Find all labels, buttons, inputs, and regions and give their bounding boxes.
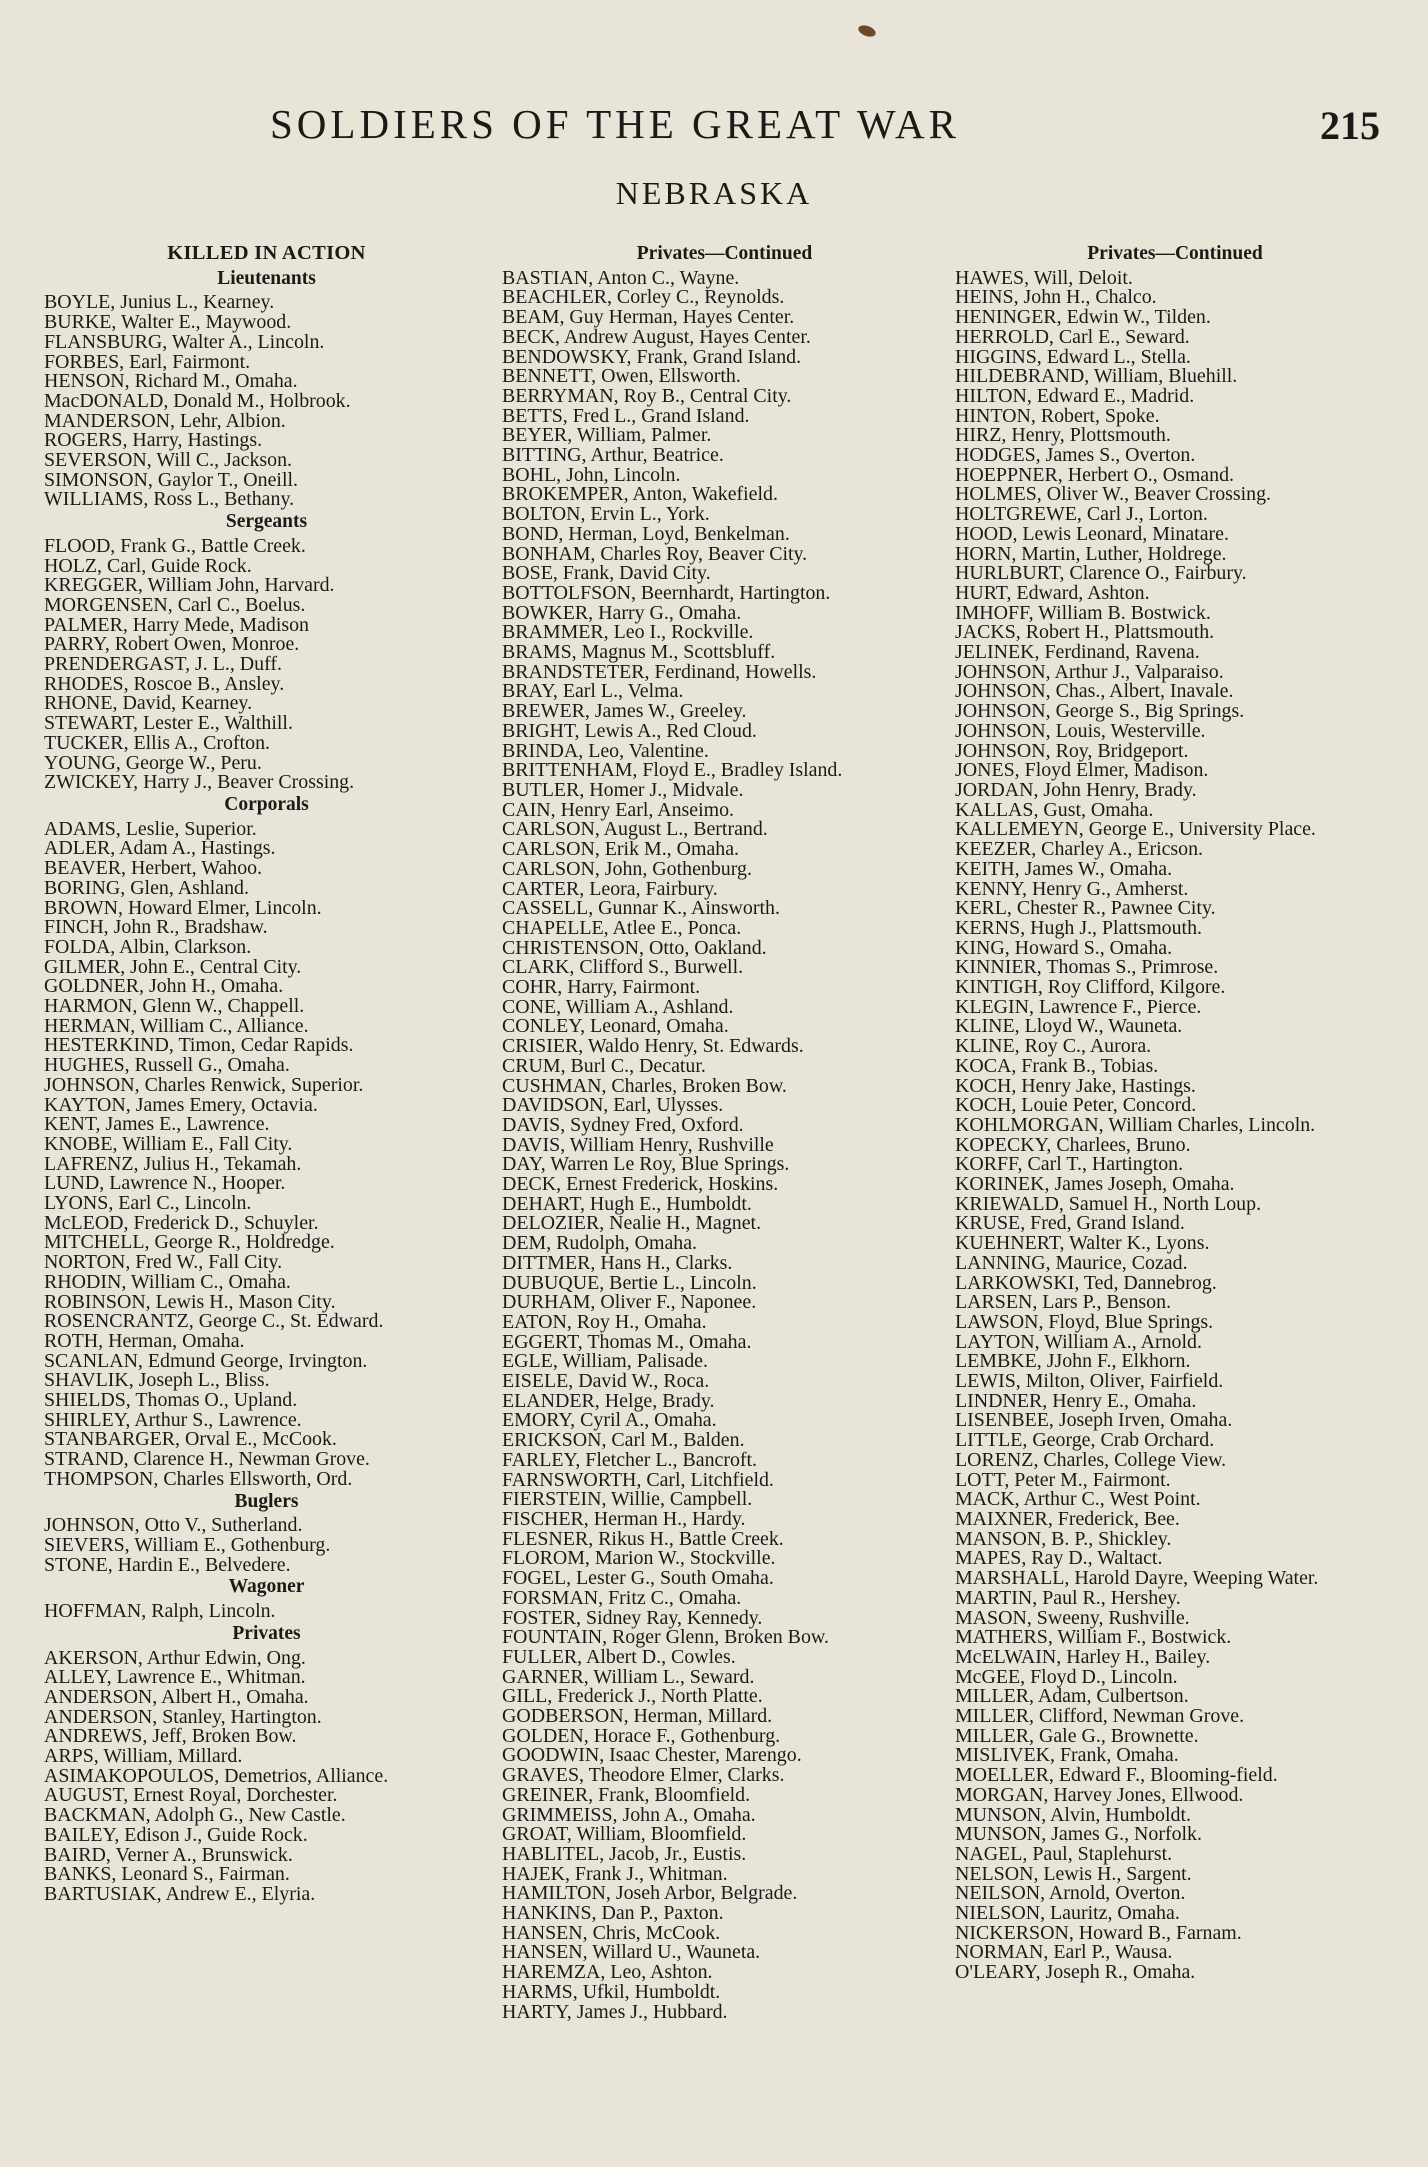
casualty-entry: ANDERSON, Albert H., Omaha. [44, 1685, 309, 1708]
casualty-entry: LEWIS, Milton, Oliver, Fairfield. [955, 1370, 1224, 1393]
casualty-entry: NORTON, Fred W., Fall City. [44, 1251, 283, 1274]
casualty-entry: HANSEN, Chris, McCook. [502, 1921, 721, 1944]
casualty-entry: HURT, Edward, Ashton. [955, 581, 1150, 604]
casualty-entry: BENNETT, Owen, Ellsworth. [502, 365, 741, 388]
casualty-entry: HORN, Martin, Luther, Holdrege. [955, 542, 1227, 565]
casualty-entry: CARLSON, August L., Bertrand. [502, 818, 768, 841]
casualty-entry: BREWER, James W., Greeley. [502, 700, 747, 723]
casualty-entry: JONES, Floyd Elmer, Madison. [955, 759, 1209, 782]
casualty-entry: PARRY, Robert Owen, Monroe. [44, 633, 300, 656]
casualty-entry: BORING, Glen, Ashland. [44, 876, 249, 899]
casualty-entry: HARMON, Glenn W., Chappell. [44, 995, 305, 1018]
casualty-entry: KOCA, Frank B., Tobias. [955, 1054, 1159, 1077]
casualty-entry: McGEE, Floyd D., Lincoln. [955, 1665, 1178, 1688]
casualty-entry: GARNER, William L., Seward. [502, 1665, 755, 1688]
casualty-entry: FOUNTAIN, Roger Glenn, Broken Bow. [502, 1626, 829, 1649]
casualty-entry: HANKINS, Dan P., Paxton. [502, 1902, 724, 1925]
casualty-entry: KERNS, Hugh J., Plattsmouth. [955, 916, 1203, 939]
casualty-entry: GILMER, John E., Central City. [44, 955, 302, 978]
casualty-entry: FULLER, Albert D., Cowles. [502, 1645, 736, 1668]
casualty-entry: DEM, Rudolph, Omaha. [502, 1232, 698, 1255]
casualty-entry: AUGUST, Ernest Royal, Dorchester. [44, 1784, 338, 1807]
casualty-entry: CRUM, Burl C., Decatur. [502, 1054, 706, 1077]
casualty-entry: HOLZ, Carl, Guide Rock. [44, 554, 252, 577]
casualty-entry: KING, Howard S., Omaha. [955, 936, 1173, 959]
casualty-entry: GREINER, Frank, Bloomfield. [502, 1783, 751, 1806]
casualty-entry: BEAM, Guy Herman, Hayes Center. [502, 306, 795, 329]
casualty-entry: KINTIGH, Roy Clifford, Kilgore. [955, 976, 1226, 999]
casualty-entry: BRAMS, Magnus M., Scottsbluff. [502, 641, 776, 664]
casualty-entry: BOND, Herman, Loyd, Benkelman. [502, 522, 790, 545]
casualty-entry: DAVIDSON, Earl, Ulysses. [502, 1094, 724, 1117]
casualty-entry: HERMAN, William C., Alliance. [44, 1014, 309, 1037]
casualty-entry: KOHLMORGAN, William Charles, Lincoln. [955, 1113, 1316, 1136]
page-header [0, 100, 1428, 150]
casualty-entry: FOLDA, Albin, Clarkson. [44, 935, 252, 958]
casualty-entry: BOTTOLFSON, Beernhardt, Hartington. [502, 581, 831, 604]
casualty-entry: HENSON, Richard M., Omaha. [44, 370, 298, 393]
page-number: 215 [1320, 103, 1380, 148]
casualty-entry: SIEVERS, William E., Gothenburg. [44, 1534, 331, 1556]
casualty-entry: LANNING, Maurice, Cozad. [955, 1251, 1188, 1274]
casualty-entry: BRITTENHAM, Floyd E., Bradley Island. [502, 759, 843, 782]
casualty-entry: FLOOD, Frank G., Battle Creek. [44, 534, 306, 557]
casualty-entry: MITCHELL, George R., Holdredge. [44, 1231, 335, 1254]
casualty-entry: TUCKER, Ellis A., Crofton. [44, 731, 270, 754]
casualty-entry: HARMS, Ufkil, Humboldt. [502, 1980, 721, 2003]
casualty-entry: STEWART, Lester E., Walthill. [44, 712, 293, 735]
casualty-entry: ROBINSON, Lewis H., Mason City. [44, 1290, 336, 1313]
casualty-entry: CARLSON, John, Gothenburg. [502, 857, 752, 880]
casualty-entry: KENNY, Henry G., Amherst. [955, 877, 1189, 900]
casualty-entry: ADLER, Adam A., Hastings. [44, 837, 276, 860]
casualty-entry: BRINDA, Leo, Valentine. [502, 739, 709, 762]
state-heading: NEBRASKA [615, 175, 813, 211]
casualty-entry: KEEZER, Charley A., Ericson. [955, 838, 1204, 861]
casualty-entry: KLEGIN, Lawrence F., Pierce. [955, 995, 1202, 1018]
casualty-entry: JOHNSON, Roy, Bridgeport. [955, 739, 1189, 762]
casualty-entry: BITTING, Arthur, Beatrice. [502, 444, 724, 467]
section-heading: Privates [232, 1622, 301, 1644]
casualty-entry: NELSON, Lewis H., Sargent. [955, 1862, 1192, 1885]
page-title: SOLDIERS OF THE GREAT WAR [270, 101, 961, 147]
casualty-entry: EGGERT, Thomas M., Omaha. [502, 1330, 752, 1353]
casualty-entry: LISENBEE, Joseph Irven, Omaha. [955, 1409, 1233, 1432]
casualty-entry: MILLER, Clifford, Newman Grove. [955, 1705, 1245, 1728]
column-3 [955, 242, 1395, 1983]
casualty-entry: HURLBURT, Clarence O., Fairbury. [955, 562, 1247, 585]
section-heading: Corporals [224, 793, 309, 815]
casualty-entry: O'LEARY, Joseph R., Omaha. [955, 1961, 1196, 1984]
casualty-entry: BOYLE, Junius L., Kearney. [44, 291, 275, 314]
casualty-entry: MUNSON, James G., Norfolk. [955, 1823, 1202, 1846]
casualty-entry: HUGHES, Russell G., Omaha. [44, 1054, 290, 1077]
ink-blot [857, 23, 877, 39]
casualty-entry: DUBUQUE, Bertie L., Lincoln. [502, 1271, 757, 1294]
casualty-entry: LEMBKE, JJohn F., Elkhorn. [955, 1350, 1191, 1373]
casualty-entry: FIERSTEIN, Willie, Campbell. [502, 1488, 753, 1511]
casualty-entry: MILLER, Gale G., Brownette. [955, 1724, 1199, 1747]
casualty-entry: DELOZIER, Nealie H., Magnet. [502, 1212, 762, 1235]
casualty-entry: MORGENSEN, Carl C., Boelus. [44, 593, 306, 616]
casualty-entry: WILLIAMS, Ross L., Bethany. [44, 488, 295, 511]
casualty-entry: GILL, Frederick J., North Platte. [502, 1685, 763, 1708]
casualty-entry: KREGGER, William John, Harvard. [44, 574, 335, 597]
casualty-entry: BRAMMER, Leo I., Rockville. [502, 621, 754, 644]
casualty-entry: BEAVER, Herbert, Wahoo. [44, 857, 263, 880]
casualty-entry: BRAY, Earl L., Velma. [502, 680, 684, 703]
casualty-entry: KUEHNERT, Walter K., Lyons. [955, 1232, 1210, 1255]
casualty-entry: JACKS, Robert H., Plattsmouth. [955, 621, 1215, 644]
casualty-entry: RHONE, David, Kearney. [44, 692, 253, 715]
casualty-entry: FLOROM, Marion W., Stockville. [502, 1547, 776, 1570]
casualty-entry: GOODWIN, Isaac Chester, Marengo. [502, 1744, 802, 1767]
casualty-entry: MAIXNER, Frederick, Bee. [955, 1508, 1180, 1530]
casualty-entry: STRAND, Clarence H., Newman Grove. [44, 1448, 370, 1471]
casualty-entry: KOCH, Louie Peter, Concord. [955, 1094, 1197, 1117]
casualty-entry: SEVERSON, Will C., Jackson. [44, 449, 293, 472]
casualty-entry: CONE, William A., Ashland. [502, 995, 734, 1018]
casualty-entry: LARSEN, Lars P., Benson. [955, 1291, 1172, 1314]
casualty-entry: DITTMER, Hans H., Clarks. [502, 1251, 733, 1274]
casualty-entry: LUND, Lawrence N., Hooper. [44, 1172, 286, 1195]
casualty-entry: PALMER, Harry Mede, Madison [44, 613, 310, 636]
casualty-entry: ANDREWS, Jeff, Broken Bow. [44, 1725, 297, 1748]
casualty-entry: BEYER, William, Palmer. [502, 424, 712, 447]
casualty-entry: BONHAM, Charles Roy, Beaver City. [502, 542, 808, 565]
casualty-entry: ALLEY, Lawrence E., Whitman. [44, 1666, 306, 1689]
casualty-entry: HIGGINS, Edward L., Stella. [955, 345, 1191, 368]
casualty-entry: CLARK, Clifford S., Burwell. [502, 956, 744, 979]
casualty-entry: BRANDSTETER, Ferdinand, Howells. [502, 660, 817, 683]
casualty-entry: NEILSON, Arnold, Overton. [955, 1882, 1186, 1905]
casualty-entry: CASSELL, Gunnar K., Ainsworth. [502, 897, 780, 920]
casualty-entry: CHAPELLE, Atlee E., Ponca. [502, 916, 742, 939]
casualty-entry: JOHNSON, Arthur J., Valparaiso. [955, 660, 1224, 683]
casualty-entry: AKERSON, Arthur Edwin, Ong. [44, 1646, 306, 1669]
casualty-entry: HEINS, John H., Chalco. [955, 286, 1157, 309]
casualty-entry: MANSON, B. P., Shickley. [955, 1527, 1172, 1550]
casualty-entry: DAY, Warren Le Roy, Blue Springs. [502, 1153, 790, 1176]
casualty-entry: HODGES, James S., Overton. [955, 444, 1196, 467]
casualty-entry: JOHNSON, Louis, Westerville. [955, 719, 1206, 742]
casualty-entry: LITTLE, George, Crab Orchard. [955, 1429, 1215, 1452]
casualty-entry: BRIGHT, Lewis A., Red Cloud. [502, 719, 757, 742]
casualty-entry: EGLE, William, Palisade. [502, 1350, 708, 1373]
casualty-entry: BECK, Andrew August, Hayes Center. [502, 325, 811, 348]
casualty-entry: ZWICKEY, Harry J., Beaver Crossing. [44, 771, 355, 794]
casualty-entry: MISLIVEK, Frank, Omaha. [955, 1744, 1179, 1767]
casualty-entry: CARTER, Leora, Fairbury. [502, 877, 718, 900]
casualty-entry: ELANDER, Helge, Brady. [502, 1389, 715, 1412]
casualty-entry: KAYTON, James Emery, Octavia. [44, 1093, 318, 1116]
casualty-entry: KORINEK, James Joseph, Omaha. [955, 1173, 1235, 1196]
casualty-entry: FARNSWORTH, Carl, Litchfield. [502, 1468, 774, 1491]
casualty-entry: BURKE, Walter E., Maywood. [44, 311, 292, 334]
section-heading: Lieutenants [217, 267, 316, 289]
casualty-entry: HOLMES, Oliver W., Beaver Crossing. [955, 483, 1272, 506]
casualty-entry: HOOD, Lewis Leonard, Minatare. [955, 522, 1229, 545]
casualty-entry: KINNIER, Thomas S., Primrose. [955, 956, 1219, 979]
casualty-entry: MARTIN, Paul R., Hershey. [955, 1586, 1181, 1609]
column-2 [502, 242, 947, 2022]
casualty-entry: BARTUSIAK, Andrew E., Elyria. [44, 1882, 316, 1905]
casualty-entry: MOELLER, Edward F., Blooming-field. [955, 1764, 1278, 1787]
casualty-entry: JOHNSON, Otto V., Sutherland. [44, 1514, 303, 1537]
casualty-entry: MacDONALD, Donald M., Holbrook. [44, 389, 351, 412]
casualty-entry: ROTH, Herman, Omaha. [44, 1329, 245, 1352]
casualty-entry: COHR, Harry, Fairmont. [502, 976, 701, 999]
casualty-entry: MANDERSON, Lehr, Albion. [44, 409, 286, 432]
casualty-entry: SHIELDS, Thomas O., Upland. [44, 1389, 298, 1412]
casualty-entry: MUNSON, Alvin, Humboldt. [955, 1803, 1191, 1826]
casualty-entry: McELWAIN, Harley H., Bailey. [955, 1645, 1211, 1668]
casualty-entry: EATON, Roy H., Omaha. [502, 1310, 707, 1333]
casualty-entry: DAVIS, William Henry, Rushville [502, 1133, 774, 1156]
casualty-entry: JOHNSON, Charles Renwick, Superior. [44, 1073, 364, 1096]
casualty-entry: FINCH, John R., Bradshaw. [44, 916, 268, 939]
casualty-entry: RHODES, Roscoe B., Ansley. [44, 672, 285, 695]
casualty-entry: GRAVES, Theodore Elmer, Clarks. [502, 1764, 785, 1787]
casualty-entry: THOMPSON, Charles Ellsworth, Ord. [44, 1467, 353, 1490]
casualty-entry: PRENDERGAST, J. L., Duff. [44, 653, 282, 676]
casualty-entry: HAMILTON, Joseh Arbor, Belgrade. [502, 1882, 798, 1905]
casualty-entry: CHRISTENSON, Otto, Oakland. [502, 936, 767, 959]
casualty-entry: BUTLER, Homer J., Midvale. [502, 778, 744, 801]
casualty-entry: KLINE, Roy C., Aurora. [955, 1035, 1152, 1058]
section-heading: Privates—Continued [636, 243, 813, 264]
casualty-entry: BROWN, Howard Elmer, Lincoln. [44, 896, 322, 919]
casualty-entry: HAWES, Will, Deloit. [955, 266, 1133, 289]
casualty-entry: GOLDNER, John H., Omaha. [44, 975, 284, 998]
casualty-entry: BERRYMAN, Roy B., Central City. [502, 384, 792, 407]
casualty-entry: BASTIAN, Anton C., Wayne. [502, 266, 740, 289]
casualty-entry: HIRZ, Henry, Plottsmouth. [955, 424, 1171, 447]
casualty-entry: MARSHALL, Harold Dayre, Weeping Water. [955, 1567, 1319, 1590]
casualty-entry: HOLTGREWE, Carl J., Lorton. [955, 503, 1208, 526]
casualty-entry: ERICKSON, Carl M., Balden. [502, 1429, 745, 1452]
casualty-entry: HERROLD, Carl E., Seward. [955, 325, 1190, 348]
casualty-entry: HAJEK, Frank J., Whitman. [502, 1862, 728, 1885]
column-1 [44, 242, 489, 1905]
casualty-entry: LARKOWSKI, Ted, Dannebrog. [955, 1271, 1217, 1294]
casualty-entry: KRUSE, Fred, Grand Island. [955, 1212, 1185, 1235]
casualty-entry: KALLAS, Gust, Omaha. [955, 798, 1154, 821]
casualty-entry: MACK, Arthur C., West Point. [955, 1488, 1201, 1511]
casualty-entry: LAFRENZ, Julius H., Tekamah. [44, 1152, 302, 1175]
casualty-entry: JOHNSON, George S., Big Springs. [955, 700, 1245, 723]
casualty-entry: KEITH, James W., Omaha. [955, 857, 1173, 880]
casualty-entry: ADAMS, Leslie, Superior. [44, 817, 257, 840]
casualty-entry: HOFFMAN, Ralph, Lincoln. [44, 1600, 276, 1623]
casualty-entry: KALLEMEYN, George E., University Place. [955, 818, 1316, 841]
casualty-entry: CONLEY, Leonard, Omaha. [502, 1015, 729, 1038]
casualty-entry: RHODIN, William C., Omaha. [44, 1270, 291, 1293]
casualty-entry: LAYTON, William A., Arnold. [955, 1330, 1202, 1353]
casualty-entry: EMORY, Cyril A., Omaha. [502, 1409, 717, 1432]
casualty-entry: DURHAM, Oliver F., Naponee. [502, 1291, 757, 1314]
casualty-entry: BENDOWSKY, Frank, Grand Island. [502, 345, 802, 368]
casualty-entry: SHIRLEY, Arthur S., Lawrence. [44, 1408, 302, 1431]
casualty-entry: FOSTER, Sidney Ray, Kennedy. [502, 1606, 763, 1629]
casualty-entry: ANDERSON, Stanley, Hartington. [44, 1705, 322, 1728]
casualty-entry: FARLEY, Fletcher L., Bancroft. [502, 1448, 758, 1471]
casualty-entry: BACKMAN, Adolph G., New Castle. [44, 1804, 346, 1827]
casualty-entry: MATHERS, William F., Bostwick. [955, 1626, 1232, 1649]
casualty-entry: BROKEMPER, Anton, Wakefield. [502, 483, 778, 506]
casualty-entry: MILLER, Adam, Culbertson. [955, 1685, 1189, 1708]
casualty-entry: ASIMAKOPOULOS, Demetrios, Alliance. [44, 1764, 389, 1787]
casualty-entry: MORGAN, Harvey Jones, Ellwood. [955, 1783, 1244, 1806]
casualty-entry: GROAT, William, Bloomfield. [502, 1823, 747, 1846]
casualty-entry: KORFF, Carl T., Hartington. [955, 1153, 1184, 1176]
casualty-entry: BOHL, John, Lincoln. [502, 463, 681, 486]
casualty-entry: BEACHLER, Corley C., Reynolds. [502, 286, 785, 309]
casualty-entry: STANBARGER, Orval E., McCook. [44, 1428, 337, 1451]
casualty-entry: FLESNER, Rikus H., Battle Creek. [502, 1527, 784, 1550]
casualty-entry: FORBES, Earl, Fairmont. [44, 350, 251, 373]
casualty-entry: ROGERS, Harry, Hastings. [44, 429, 263, 452]
casualty-entry: KOCH, Henry Jake, Hastings. [955, 1074, 1196, 1097]
casualty-entry: ARPS, William, Millard. [44, 1745, 243, 1768]
section-heading: Wagoner [228, 1576, 305, 1598]
casualty-entry: HABLITEL, Jacob, Jr., Eustis. [502, 1842, 747, 1865]
casualty-entry: ROSENCRANTZ, George C., St. Edward. [44, 1310, 384, 1333]
casualty-entry: GOLDEN, Horace F., Gothenburg. [502, 1724, 781, 1747]
casualty-entry: GODBERSON, Herman, Millard. [502, 1705, 773, 1728]
casualty-entry: FISCHER, Herman H., Hardy. [502, 1508, 746, 1530]
casualty-entry: LAWSON, Floyd, Blue Springs. [955, 1310, 1214, 1333]
casualty-entry: CARLSON, Erik M., Omaha. [502, 838, 740, 861]
section-heading: Buglers [234, 1490, 299, 1512]
casualty-entry: JELINEK, Ferdinand, Ravena. [955, 641, 1200, 664]
casualty-entry: STONE, Hardin E., Belvedere. [44, 1553, 291, 1576]
casualty-entry: HOEPPNER, Herbert O., Osmand. [955, 463, 1234, 486]
casualty-entry: BOSE, Frank, David City. [502, 562, 711, 585]
casualty-entry: LORENZ, Charles, College View. [955, 1448, 1227, 1471]
casualty-entry: HENINGER, Edwin W., Tilden. [955, 306, 1211, 329]
casualty-entry: KNOBE, William E., Fall City. [44, 1132, 293, 1155]
casualty-entry: YOUNG, George W., Peru. [44, 751, 262, 774]
casualty-entry: KLINE, Lloyd W., Wauneta. [955, 1015, 1183, 1038]
casualty-entry: FLANSBURG, Walter A., Lincoln. [44, 330, 325, 353]
casualty-entry: BETTS, Fred L., Grand Island. [502, 404, 750, 427]
casualty-entry: HESTERKIND, Timon, Cedar Rapids. [44, 1034, 354, 1057]
casualty-entry: KOPECKY, Charlees, Bruno. [955, 1133, 1191, 1156]
casualty-entry: LYONS, Earl C., Lincoln. [44, 1192, 252, 1215]
casualty-entry: KRIEWALD, Samuel H., North Loup. [955, 1192, 1262, 1215]
section-heading: Sergeants [225, 511, 308, 533]
casualty-entry: KENT, James E., Lawrence. [44, 1113, 270, 1136]
casualty-entry: NAGEL, Paul, Staplehurst. [955, 1842, 1173, 1865]
casualty-entry: DECK, Ernest Frederick, Hoskins. [502, 1173, 779, 1196]
casualty-entry: FOGEL, Lester G., South Omaha. [502, 1567, 774, 1590]
casualty-entry: BANKS, Leonard S., Fairman. [44, 1863, 290, 1886]
casualty-entry: HINTON, Robert, Spoke. [955, 404, 1160, 427]
casualty-entry: NICKERSON, Howard B., Farnam. [955, 1921, 1242, 1944]
casualty-entry: LOTT, Peter M., Fairmont. [955, 1468, 1171, 1491]
casualty-entry: HILDEBRAND, William, Bluehill. [955, 365, 1238, 388]
casualty-entry: BAILEY, Edison J., Guide Rock. [44, 1823, 308, 1846]
casualty-entry: BOLTON, Ervin L., York. [502, 503, 710, 526]
section-heading: Privates—Continued [1087, 243, 1263, 264]
casualty-entry: MASON, Sweeny, Rushville. [955, 1606, 1190, 1629]
casualty-entry: LINDNER, Henry E., Omaha. [955, 1389, 1197, 1412]
casualty-entry: MAPES, Ray D., Waltact. [955, 1547, 1163, 1570]
casualty-entry: McLEOD, Frederick D., Schuyler. [44, 1211, 319, 1234]
casualty-entry: BAIRD, Verner A., Brunswick. [44, 1843, 293, 1866]
casualty-entry: IMHOFF, William B. Bostwick. [955, 601, 1211, 624]
casualty-entry: CUSHMAN, Charles, Broken Bow. [502, 1074, 787, 1097]
casualty-entry: JOHNSON, Chas., Albert, Inavale. [955, 680, 1234, 703]
section-heading: KILLED IN ACTION [167, 242, 366, 264]
casualty-entry: CAIN, Henry Earl, Anseimo. [502, 798, 735, 821]
casualty-entry: NORMAN, Earl P., Wausa. [955, 1941, 1173, 1964]
casualty-entry: NIELSON, Lauritz, Omaha. [955, 1902, 1180, 1925]
casualty-entry: HARTY, James J., Hubbard. [502, 2000, 728, 2023]
casualty-entry: GRIMMEISS, John A., Omaha. [502, 1803, 756, 1826]
casualty-entry: SIMONSON, Gaylor T., Oneill. [44, 468, 298, 491]
casualty-entry: FORSMAN, Fritz C., Omaha. [502, 1586, 742, 1609]
casualty-entry: DAVIS, Sydney Fred, Oxford. [502, 1113, 744, 1136]
casualty-entry: HANSEN, Willard U., Wauneta. [502, 1941, 761, 1964]
casualty-entry: EISELE, David W., Roca. [502, 1370, 710, 1393]
casualty-entry: SCANLAN, Edmund George, Irvington. [44, 1349, 368, 1372]
casualty-entry: KERL, Chester R., Pawnee City. [955, 897, 1216, 920]
casualty-entry: JORDAN, John Henry, Brady. [955, 778, 1197, 801]
casualty-entry: HILTON, Edward E., Madrid. [955, 384, 1195, 407]
casualty-entry: HAREMZA, Leo, Ashton. [502, 1961, 713, 1984]
casualty-entry: BOWKER, Harry G., Omaha. [502, 601, 742, 624]
casualty-entry: SHAVLIK, Joseph L., Bliss. [44, 1369, 270, 1392]
casualty-entry: DEHART, Hugh E., Humboldt. [502, 1192, 752, 1215]
casualty-entry: CRISIER, Waldo Henry, St. Edwards. [502, 1035, 804, 1058]
